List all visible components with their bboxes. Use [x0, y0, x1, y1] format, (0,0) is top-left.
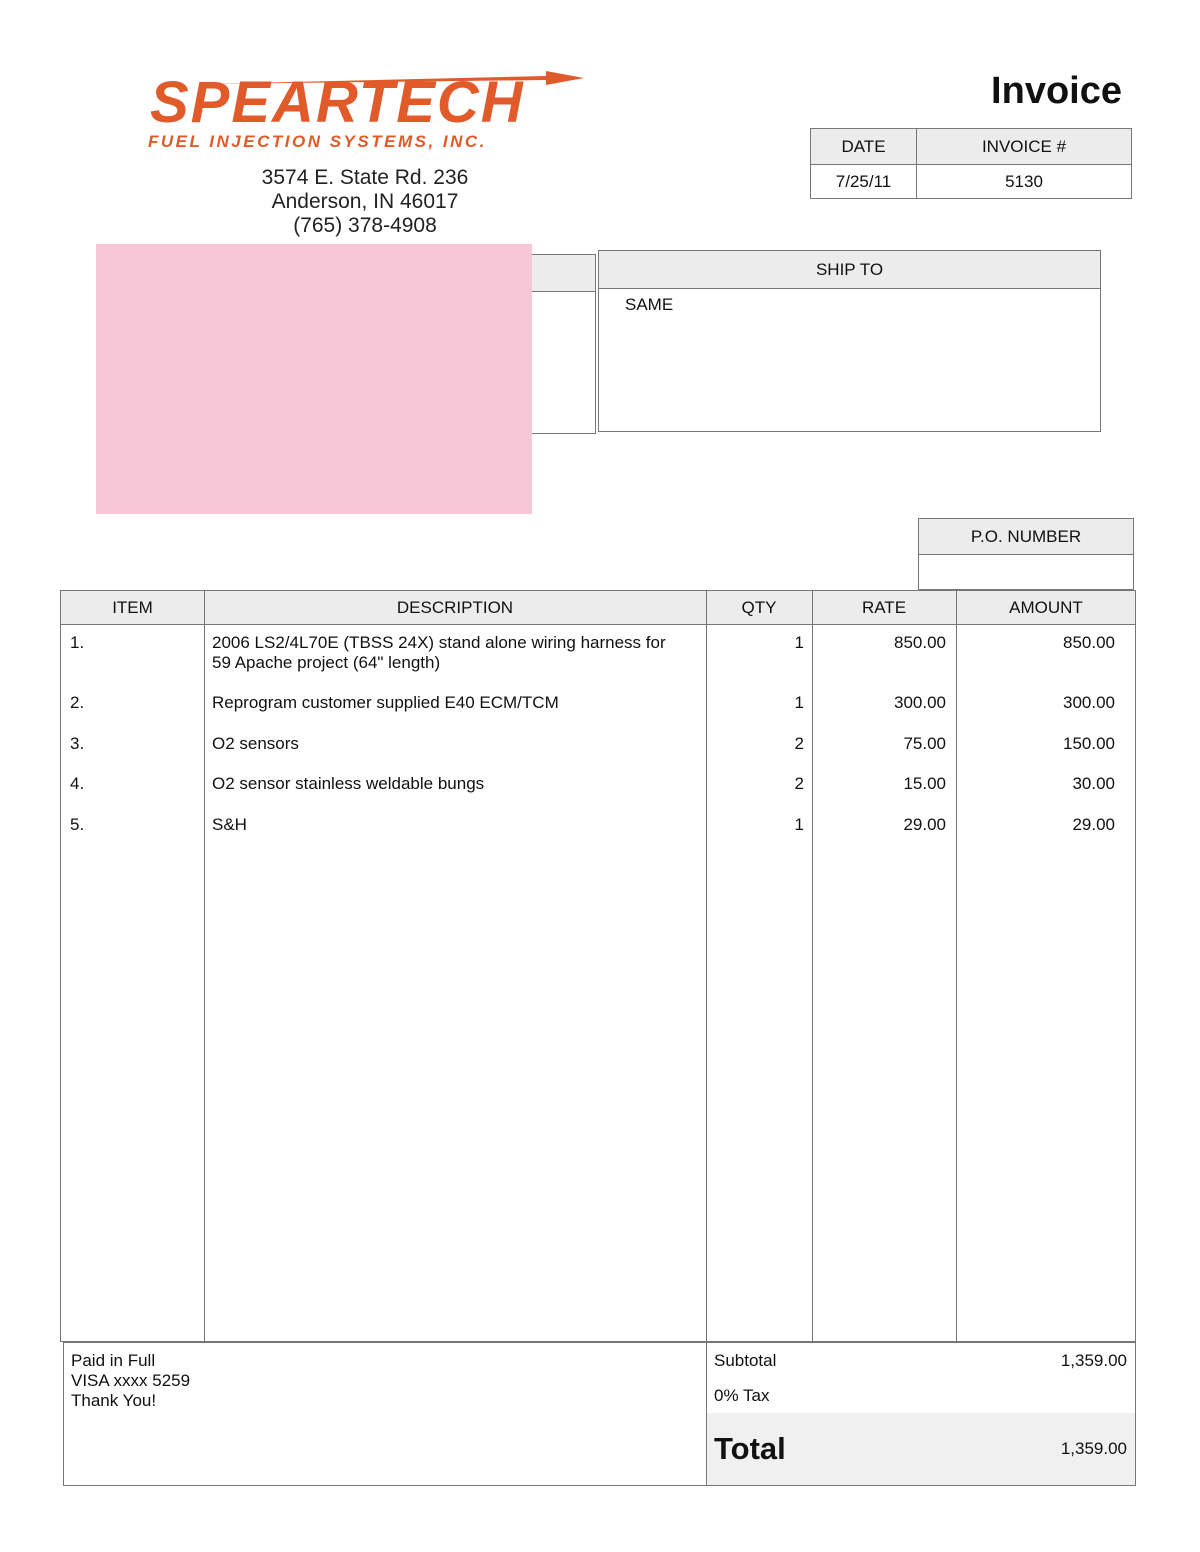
- header-qty: QTY: [741, 598, 777, 617]
- date-header: DATE: [811, 129, 917, 165]
- ship-to-box: [598, 250, 1101, 432]
- total-label: Total: [714, 1431, 786, 1466]
- row-description: O2 sensors: [212, 734, 299, 753]
- row-item: 4.: [70, 774, 85, 793]
- row-qty: 2: [794, 774, 804, 793]
- address-line-1: 3574 E. State Rd. 236: [261, 166, 469, 189]
- totals-section: [63, 1342, 1136, 1486]
- line-items-table: [60, 590, 1136, 1342]
- company-address: [200, 166, 530, 238]
- row-qty: 2: [794, 734, 804, 753]
- tax-label: 0% Tax: [714, 1386, 770, 1405]
- date-value: 7/25/11: [811, 165, 917, 198]
- company-logo: SPEARTECH: [150, 70, 525, 135]
- row-description-line: 59 Apache project (64" length): [212, 653, 441, 672]
- row-rate: 29.00: [903, 815, 946, 834]
- row-rate: 850.00: [894, 633, 946, 652]
- row-description: Reprogram customer supplied E40 ECM/TCM: [212, 693, 559, 712]
- invoice-number-value: 5130: [1005, 172, 1043, 191]
- po-number-box: [918, 518, 1134, 590]
- row-description-line: 2006 LS2/4L70E (TBSS 24X) stand alone wiring harness for: [212, 633, 666, 652]
- row-amount: 150.00: [1063, 734, 1115, 753]
- payment-note-line: Paid in Full: [71, 1351, 156, 1370]
- row-amount: 30.00: [1072, 774, 1115, 793]
- payment-note-line: VISA xxxx 5259: [71, 1371, 191, 1390]
- redaction-overlay: [96, 244, 532, 514]
- row-description: S&H: [212, 815, 247, 834]
- total-value: 1,359.00: [1060, 1439, 1127, 1458]
- payment-note: [71, 1351, 190, 1411]
- row-qty: 1: [794, 633, 804, 652]
- row-qty: 1: [794, 693, 804, 712]
- header-item: ITEM: [112, 598, 153, 617]
- header-amount: AMOUNT: [1009, 598, 1083, 617]
- row-item: 2.: [70, 693, 85, 712]
- ship-to-header: SHIP TO: [599, 251, 1100, 289]
- row-qty: 1: [794, 815, 804, 834]
- header-rate: RATE: [861, 598, 907, 617]
- document-title: Invoice: [991, 70, 1122, 112]
- row-description: [212, 633, 702, 673]
- ship-to-value: SAME: [625, 295, 674, 314]
- row-rate: 15.00: [903, 774, 946, 793]
- row-amount: 29.00: [1072, 815, 1115, 834]
- invoice-number-header: INVOICE #: [917, 129, 1131, 165]
- row-item: 1.: [70, 633, 85, 652]
- invoice-meta-table: [810, 128, 1132, 199]
- subtotal-label: Subtotal: [714, 1351, 777, 1370]
- address-line-2: Anderson, IN 46017: [271, 190, 459, 213]
- payment-note-line: Thank You!: [71, 1391, 157, 1410]
- company-tagline: FUEL INJECTION SYSTEMS, INC.: [148, 132, 487, 151]
- row-item: 3.: [70, 734, 85, 753]
- po-number-header: P.O. NUMBER: [919, 519, 1133, 555]
- header-description: DESCRIPTION: [396, 598, 514, 617]
- row-item: 5.: [70, 815, 85, 834]
- row-rate: 300.00: [894, 693, 946, 712]
- company-phone: (765) 378-4908: [293, 214, 437, 237]
- row-amount: 850.00: [1063, 633, 1115, 652]
- row-amount: 300.00: [1063, 693, 1115, 712]
- row-rate: 75.00: [903, 734, 946, 753]
- subtotal-value: 1,359.00: [1060, 1351, 1127, 1370]
- row-description: O2 sensor stainless weldable bungs: [212, 774, 485, 793]
